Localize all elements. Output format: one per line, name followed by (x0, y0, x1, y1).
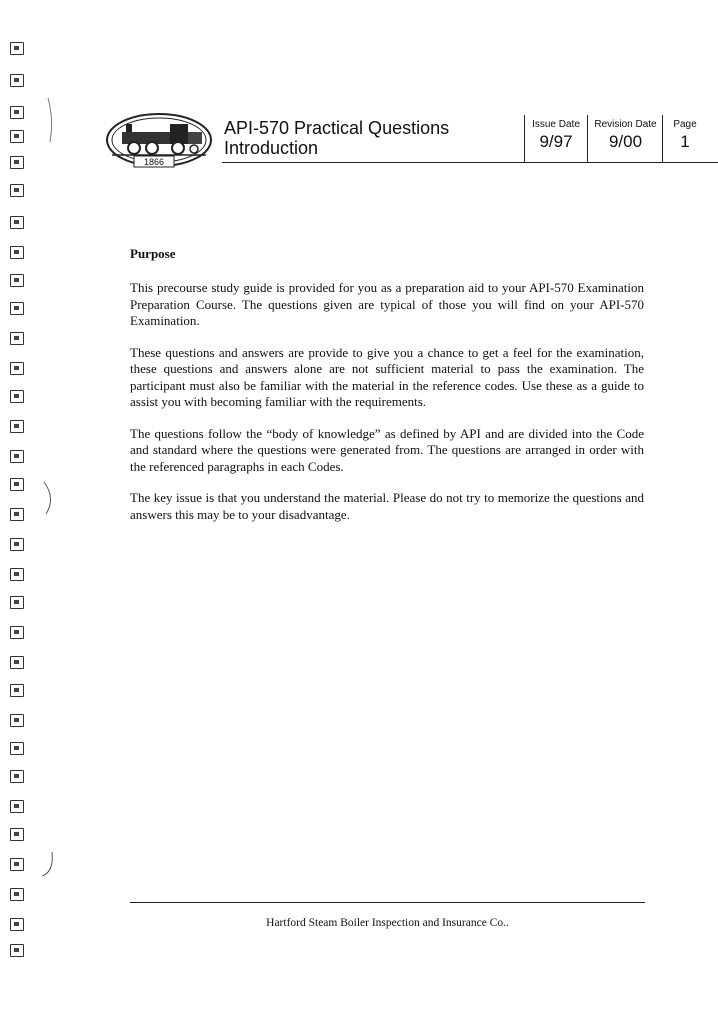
pen-stroke-mark (40, 850, 60, 880)
binder-hole (10, 184, 24, 197)
logo-year: 1866 (143, 157, 165, 167)
section-heading: Purpose (130, 246, 176, 261)
document-body (130, 246, 644, 538)
binder-hole (10, 106, 24, 119)
binder-hole (10, 332, 24, 345)
binder-hole (10, 450, 24, 463)
binder-hole (10, 362, 24, 375)
binder-hole (10, 420, 24, 433)
document-title (224, 118, 524, 158)
binder-hole (10, 656, 24, 669)
binder-hole (10, 742, 24, 755)
issue-date-value: 9/97 (539, 132, 573, 151)
page-number: 1 (680, 132, 690, 151)
binder-hole (10, 74, 24, 87)
binder-hole (10, 828, 24, 841)
document-header (104, 110, 706, 165)
footer-company: Hartford Steam Boiler Inspection and Insurance Co.. (266, 917, 509, 929)
paragraph: This precourse study guide is provided for you as a preparation aid to your API-570 Examination Preparation Course. The questions given are typical of those you will find on your API-570 Examination. (130, 280, 644, 328)
binder-hole (10, 156, 24, 169)
revision-date-label: Revision Date (594, 119, 657, 130)
binder-hole (10, 390, 24, 403)
binder-hole (10, 800, 24, 813)
issue-date-cell (524, 115, 587, 162)
binder-hole (10, 216, 24, 229)
locomotive-logo-icon (104, 112, 214, 172)
paragraph: The questions follow the “body of knowledge” as defined by API and are divided into the Code and standard where the questions were generated from. The questions are arranged in order with the referenced paragraphs in each Codes. (130, 425, 644, 474)
footer-rule (130, 902, 645, 903)
binder-hole (10, 770, 24, 783)
binder-hole (10, 626, 24, 639)
revision-date-value: 9/00 (608, 132, 643, 151)
binder-hole (10, 888, 24, 901)
binder-hole (10, 684, 24, 697)
page-number-cell (662, 115, 707, 162)
binder-hole (10, 944, 24, 957)
paragraph: The key issue is that you understand the material. Please do not try to memorize the questions and answers this may be to your disadvantage. (130, 490, 644, 522)
binder-hole (10, 302, 24, 315)
binder-hole (10, 508, 24, 521)
binder-hole (10, 568, 24, 581)
title-line-2: Introduction (224, 138, 319, 158)
binder-hole (10, 130, 24, 143)
binder-hole (10, 274, 24, 287)
binder-hole (10, 596, 24, 609)
page-label: Page (673, 119, 697, 130)
paragraph: These questions and answers are provide to give you a chance to get a feel for the examination, these questions and answers alone are not sufficient material to pass the examination. The participant must also be familiar with the material in the reference codes. Use these as a guide to assist you with becoming familiar with the requirements. (130, 344, 644, 409)
header-rule (222, 162, 718, 163)
binder-hole (10, 42, 24, 55)
binder-hole (10, 714, 24, 727)
issue-date-label: Issue Date (532, 119, 580, 130)
revision-date-cell (587, 115, 663, 162)
pen-stroke-mark (46, 96, 56, 146)
binder-hole (10, 478, 24, 491)
title-line-1: API-570 Practical Questions (224, 118, 450, 138)
binder-hole (10, 538, 24, 551)
binder-hole (10, 918, 24, 931)
pen-stroke-mark (40, 480, 60, 520)
binder-hole (10, 858, 24, 871)
binder-hole (10, 246, 24, 259)
binder-holes (10, 30, 32, 960)
